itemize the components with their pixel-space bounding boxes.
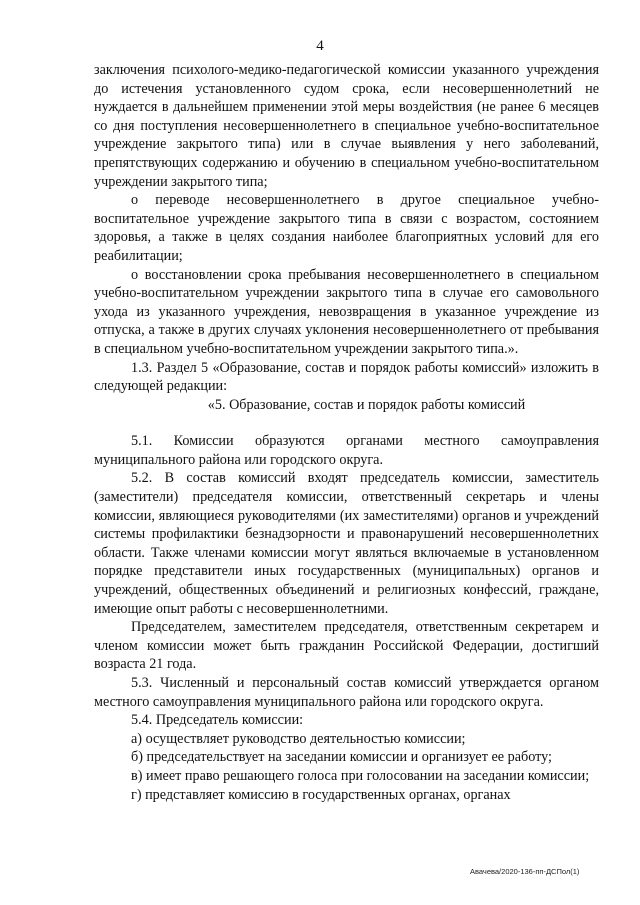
list-item-g: г) представляет комиссию в государственных органах, органах <box>131 786 511 803</box>
document-code: Авачева/2020-136-пп-ДСПол(1) <box>470 867 580 876</box>
section-gap <box>94 414 599 432</box>
paragraph-transfer: о переводе несовершеннолетнего в другое специальное учебно-воспитательное учреждение закрытого типа в связи с возрастом, состоянием здоровья, а также в целях создания наиболее благоприятных условий для его реабилитации; <box>94 192 599 264</box>
paragraph-5-1: 5.1. Комиссии образуются органами местного самоуправления муниципального района или городского округа. <box>94 433 599 468</box>
paragraph-section-amendment: 1.3. Раздел 5 «Образование, состав и порядок работы комиссий» изложить в следующей редакции: <box>94 359 599 395</box>
section-heading: «5. Образование, состав и порядок работы комиссий <box>207 396 526 413</box>
list-item-v: в) имеет право решающего голоса при голосовании на заседании комиссии; <box>131 767 590 784</box>
paragraph-5-2: 5.2. В состав комиссий входят председатель комиссии, заместитель (заместители) председателя комиссии, ответственный секретарь и члены комиссии, являющиеся руководителями (их заместителями) органов и учреждений системы профилактики безнадзорности и правонарушений несовершеннолетних области. Также членами комиссии могут являться включаемые в установленном порядке представители иных государственных (муниципальных) органов и учреждений, общественных объединений и религиозных конфессий, граждане, имеющие опыт работы с несовершеннолетними. <box>94 470 599 617</box>
paragraph-chair-eligibility: Председателем, заместителем председателя, ответственным секретарем и членом комиссии может быть гражданин Российской Федерации, достигший возраста 21 года. <box>94 619 599 673</box>
page-number: 4 <box>316 38 324 54</box>
list-item-b: б) председательствует на заседании комиссии и организует ее работу; <box>131 749 552 766</box>
document-body <box>94 61 599 804</box>
paragraph-restoration: о восстановлении срока пребывания несовершеннолетнего в специальном учебно-воспитательном учреждении закрытого типа в случае его самовольного ухода из указанного учреждения, невозвращения в указанное учреждение из отпуска, а также в других случаях уклонения несовершеннолетнего от пребывания в специальном учебно-воспитательном учреждении закрытого типа.». <box>94 266 599 357</box>
paragraph-5-4: 5.4. Председатель комиссии: <box>131 712 304 729</box>
paragraph-continuation: заключения психолого-медико-педагогической комиссии указанного учреждения до истечения установленного судом срока, если несовершеннолетний не нуждается в дальнейшем применении этой меры воздействия (не ранее 6 месяцев со дня поступления несовершеннолетнего в специальное учебно-воспитательное учреждение закрытого типа) или в случае выявления у него заболеваний, препятствующих содержанию и обучению в специальном учебно-воспитательном учреждении закрытого типа; <box>94 62 599 190</box>
list-item-a: а) осуществляет руководство деятельностью комиссии; <box>131 730 466 747</box>
paragraph-5-3: 5.3. Численный и персональный состав комиссий утверждается органом местного самоуправления муниципального района или городского округа. <box>94 675 599 710</box>
